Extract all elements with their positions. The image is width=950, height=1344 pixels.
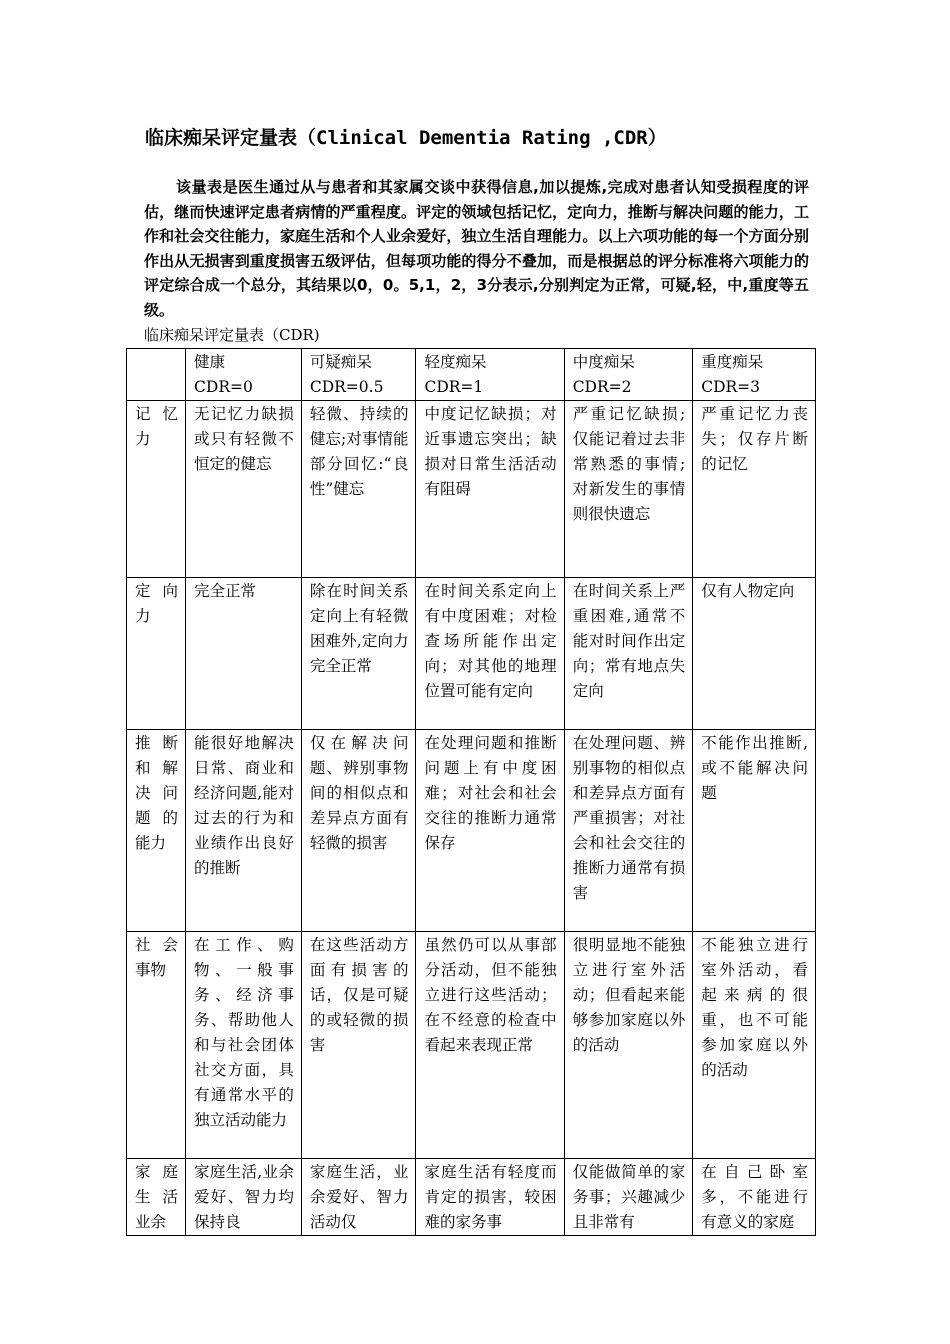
table-cell: 中度记忆缺损；对近事遗忘突出；缺损对日常生活活动有阻碍 [416, 401, 564, 578]
row-category: 推断和解决问题的能力 [127, 730, 186, 932]
table-row-memory [127, 401, 816, 578]
header-name: 重度痴呆 [701, 353, 764, 371]
document-title [145, 124, 667, 152]
header-score: CDR=3 [701, 378, 761, 396]
row-category: 记忆力 [127, 401, 186, 578]
table-cell: 不能作出推断,或不能解决问题 [693, 730, 816, 932]
table-row-home-hobbies [127, 1159, 816, 1236]
title-close: ） [647, 127, 667, 149]
table-cell: 仅能做简单的家务事；兴趣减少且非常有 [564, 1159, 693, 1236]
header-cdr-0 [186, 349, 302, 401]
header-cdr-0-5 [301, 349, 416, 401]
row-category: 家庭生活业余 [127, 1159, 186, 1236]
header-name: 轻度痴呆 [424, 353, 487, 371]
header-score: CDR=1 [424, 378, 484, 396]
table-cell: 完全正常 [186, 578, 302, 730]
row-category: 定向力 [127, 578, 186, 730]
table-cell: 很明显地不能独立进行室外活动；但看起来能够参加家庭以外的活动 [564, 932, 693, 1159]
title-en: Clinical Dementia Rating ,CDR [316, 127, 648, 149]
table-cell: 在时间关系定向上有中度困难；对检查场所能作出定向；对其他的地理位置可能有定向 [416, 578, 564, 730]
table-cell: 在时间关系上严重困难,通常不能对时间作出定向；常有地点失定向 [564, 578, 693, 730]
table-cell: 无记忆力缺损或只有轻微不恒定的健忘 [186, 401, 302, 578]
title-zh: 临床痴呆评定量表（ [145, 127, 317, 149]
table-header-row [127, 349, 816, 401]
table-cell: 在处理问题和推断问题上有中度困难；对社会和社会交往的推断力通常保存 [416, 730, 564, 932]
header-name: 中度痴呆 [572, 353, 635, 371]
table-cell: 严重记忆力丧失；仅存片断的记忆 [693, 401, 816, 578]
row-category: 社会事物 [127, 932, 186, 1159]
intro-paragraph: 该量表是医生通过从与患者和其家属交谈中获得信息,加以提炼,完成对患者认知受损程度的评估，继而快速评定患者病情的严重程度。评定的领域包括记忆，定向力，推断与解决问题的能力，工作和社会交往能力，家庭生活和个人业余爱好，独立生活自理能力。以上六项功能的每一个方面分别作出从无损害到重度损害五级评估，但每项功能的得分不叠加，而是根据总的评分标准将六项能力的评定综合成一个总分，其结果以0，0。5,1，2，3分表示,分别判定为正常，可疑,轻，中,重度等五级。 [144, 178, 809, 319]
table-row-community [127, 932, 816, 1159]
table-cell: 能很好地解决日常、商业和经济问题,能对过去的行为和业绩作出良好的推断 [186, 730, 302, 932]
header-cdr-3 [693, 349, 816, 401]
table-cell: 家庭生活有轻度而肯定的损害，较困难的家务事 [416, 1159, 564, 1236]
header-score: CDR=2 [572, 378, 632, 396]
table-cell: 家庭生活，业余爱好、智力活动仅 [301, 1159, 416, 1236]
table-caption: 临床痴呆评定量表（CDR) [144, 326, 320, 344]
header-name: 可疑痴呆 [309, 353, 372, 371]
table-cell: 仅有人物定向 [693, 578, 816, 730]
table-cell: 轻微、持续的健忘;对事情能部分回忆:“良性”健忘 [301, 401, 416, 578]
cdr-table [126, 348, 816, 1236]
table-cell: 严重记忆缺损;仅能记着过去非常熟悉的事情;对新发生的事情则很快遗忘 [564, 401, 693, 578]
table-row-orientation [127, 578, 816, 730]
header-cdr-1 [416, 349, 564, 401]
table-cell: 虽然仍可以从事部分活动，但不能独立进行这些活动；在不经意的检查中看起来表现正常 [416, 932, 564, 1159]
header-name: 健康 [194, 353, 226, 371]
header-score: CDR=0 [194, 378, 253, 396]
header-score: CDR=0.5 [309, 378, 384, 396]
table-cell: 在这些活动方面有损害的话，仅是可疑的或轻微的损害 [301, 932, 416, 1159]
header-corner [127, 349, 186, 401]
table-cell: 仅在解决问题、辨别事物间的相似点和差异点方面有轻微的损害 [301, 730, 416, 932]
table-cell: 家庭生活,业余爱好、智力均保持良 [186, 1159, 302, 1236]
table-cell: 不能独立进行室外活动，看起来病的很重，也不可能参加家庭以外的活动 [693, 932, 816, 1159]
table-cell: 在处理问题、辨别事物的相似点和差异点方面有严重损害；对社会和社会交往的推断力通常有损害 [564, 730, 693, 932]
table-row-judgment [127, 730, 816, 932]
header-cdr-2 [564, 349, 693, 401]
table-cell: 在工作、购物、一般事务、经济事务、帮助他人和与社会团体社交方面，具有通常水平的独立活动能力 [186, 932, 302, 1159]
table-cell: 在自己卧室多，不能进行有意义的家庭 [693, 1159, 816, 1236]
table-cell: 除在时间关系定向上有轻微困难外,定向力完全正常 [301, 578, 416, 730]
